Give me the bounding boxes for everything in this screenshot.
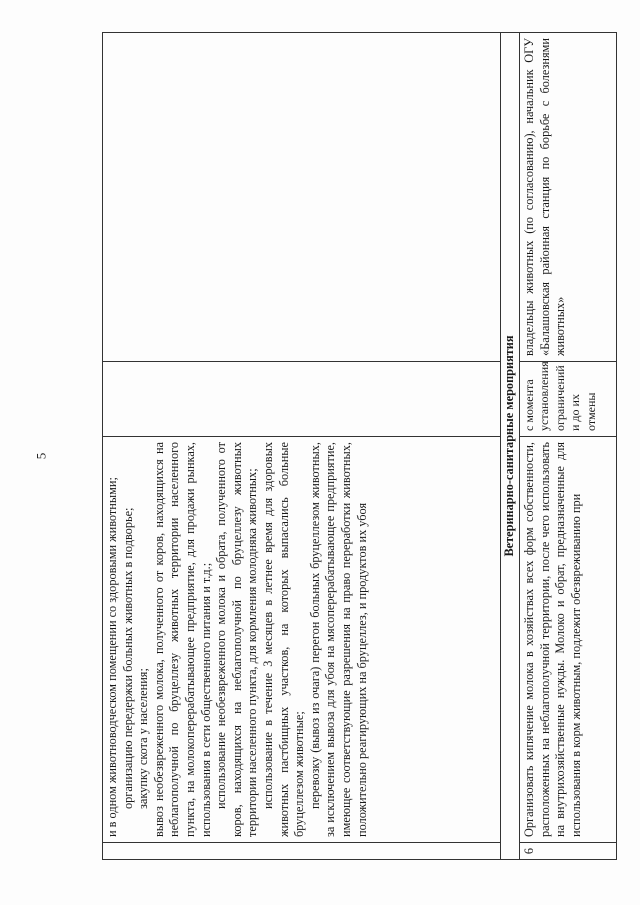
measures-table [102,32,617,860]
cell-term-empty [103,362,501,437]
cell-restrictions-text [103,437,501,843]
table-row-6 [519,33,616,860]
cell-responsible-empty [103,33,501,362]
paragraph: закупку скота у населения; [136,668,151,809]
section-header-row [500,33,519,860]
term-text: с момента установления ограничений и до их отмены [519,362,616,437]
paragraph: организацию передержки больных животных в подворье; [120,507,135,809]
paragraph: перевозку (вывоз из очага) перегон больных бруцеллезом животных, за исключением вывоза для убоя на мясоперерабатывающее предприятие, имеющее соответствующие разрешения на право переработки животных, положительно реагирующих на бруцеллез, и продуктов их убоя [307,442,369,837]
table-row-restrictions [103,33,501,860]
rotated-table-frame [102,38,617,860]
cell-number-empty [103,843,501,860]
section-title: Ветеринарно-санитарные мероприятия [500,33,519,860]
responsible-text: владельцы животных (по согласованию), начальник ОГУ «Балашовская районная станция по борьбе с болезнями животных» [519,33,616,362]
paragraph: и в одном животноводческом помещении со здоровыми животными; [105,477,119,837]
page-number: 5 [33,452,49,460]
paragraph: использование в течение 3 месяцев в летнее время для здоровых животных пастбищных участков, на которых выпасались больные бруцеллезом животные; [260,442,307,837]
paragraph: использование необезвреженного молока и обрата, полученного от коров, находящихся на неблагополучной по бруцеллезу животных территории населенного пункта, для кормления молодняка животных; [214,442,260,837]
measure-text: Организовать кипячение молока в хозяйствах всех форм собственности, расположенных на неблагополучной территории, после чего использовать на внутрихозяйственные нужды. Молоко и обрат, предназначенные для использования в корм животным, подлежит обезвреживанию при [519,437,616,843]
paragraph: вывоз необезвреженного молока, полученного от коров, находящихся на неблагополучной по бруцеллезу животных территории населенного пункта, на молокоперерабатывающее предприятие, для продажи рынках, использования в сети общественного питания и т.д.; [151,442,213,837]
row-number: 6 [519,843,616,860]
